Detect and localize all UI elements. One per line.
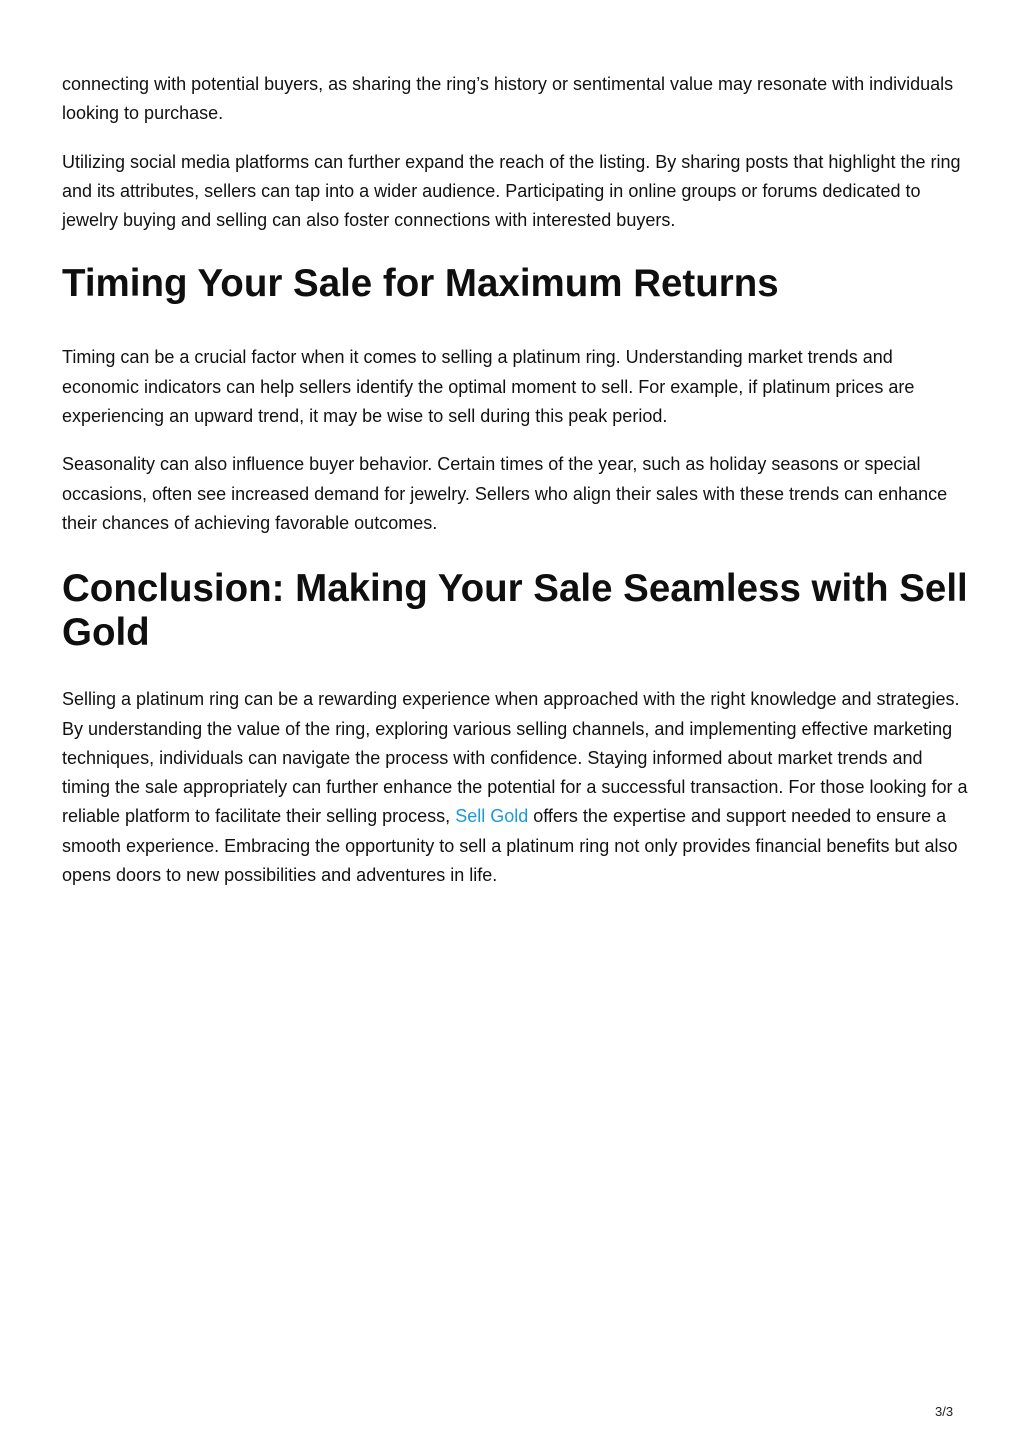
- paragraph-timing-2: Seasonality can also influence buyer behavior. Certain times of the year, such as holiday seasons or special occasions, often see increased demand for jewelry. Sellers who align their sales with these trends can enhance their chances of achieving favorable outcomes.: [62, 454, 948, 533]
- document-body: [62, 70, 968, 909]
- conclusion-text-before-link: Selling a platinum ring can be a rewarding experience when approached with the right knowledge and strategies. By understanding the value of the ring, exploring various selling channels, and implementing effective marketing techniques, individuals can navigate the process with confidence. Staying informed about market trends and timing the sale appropriately can further enhance the potential for a successful transaction. For those looking for a reliable platform to facilitate their selling process,: [62, 689, 968, 827]
- paragraph-timing-1: Timing can be a crucial factor when it comes to selling a platinum ring. Understanding market trends and economic indicators can help sellers identify the optimal moment to sell. For example, if platinum prices are experiencing an upward trend, it may be wise to sell during this peak period.: [62, 347, 915, 427]
- paragraph-intro-1: connecting with potential buyers, as sharing the ring’s history or sentimental value may resonate with individuals looking to purchase.: [62, 74, 954, 124]
- conclusion-text-after-link: offers the expertise and support needed to ensure a smooth experience. Embracing the opportunity to sell a platinum ring not only provides financial benefits but also opens doors to new possibilities and adventures in life.: [62, 806, 958, 886]
- sell-gold-link[interactable]: Sell Gold: [455, 806, 529, 827]
- paragraph-intro-2: Utilizing social media platforms can further expand the reach of the listing. By sharing posts that highlight the ring and its attributes, sellers can tap into a wider audience. Participating in online groups or forums dedicated to jewelry buying and selling can also foster connections with interested buyers.: [62, 151, 961, 231]
- heading-conclusion: Conclusion: Making Your Sale Seamless with Sell Gold: [62, 567, 968, 655]
- page-number: 3/3: [935, 1404, 954, 1419]
- paragraph-conclusion: [62, 685, 968, 890]
- heading-timing: Timing Your Sale for Maximum Returns: [62, 262, 779, 306]
